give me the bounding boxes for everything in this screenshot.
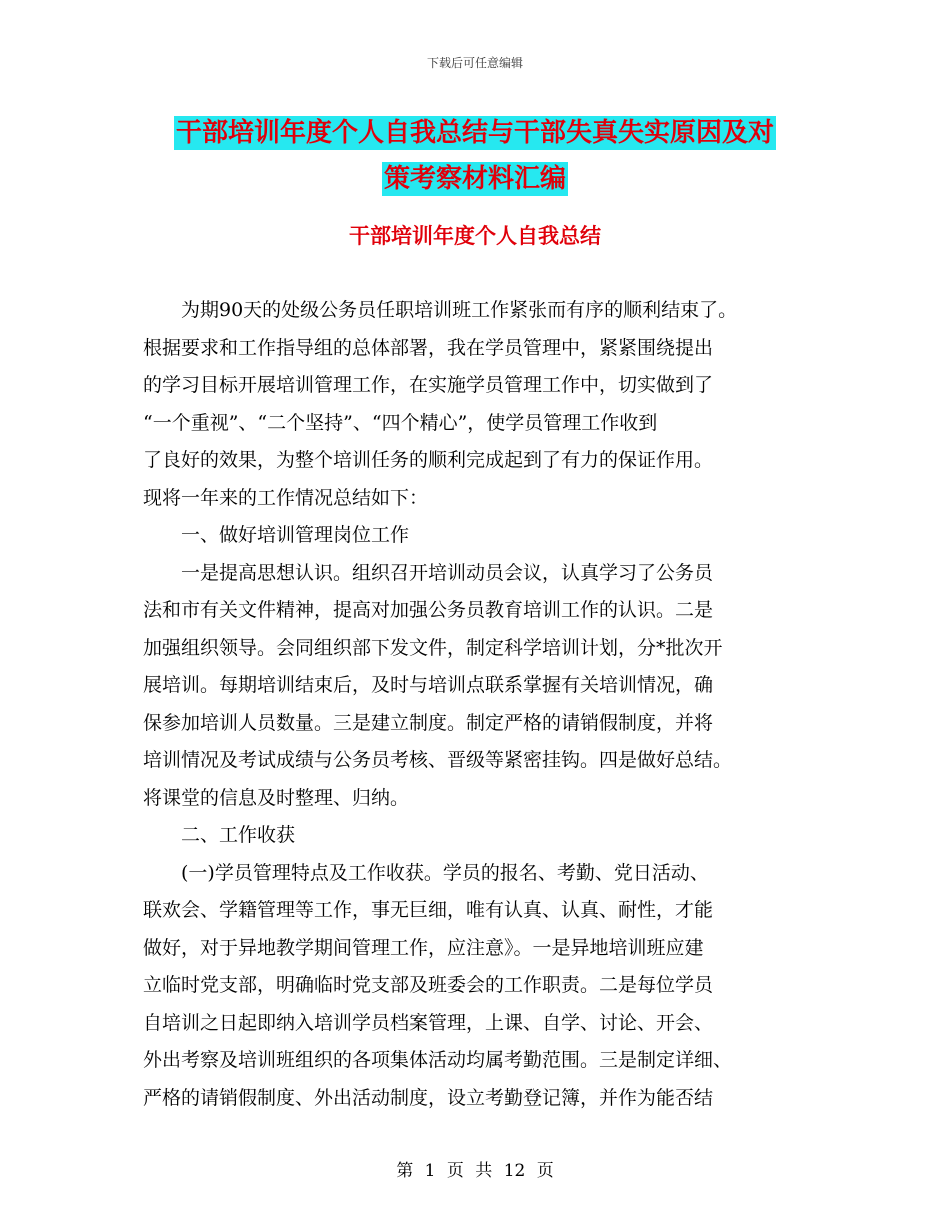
- text-line: 的学习目标开展培训管理工作，在实施学员管理工作中，切实做到了: [143, 374, 714, 396]
- text-line: 严格的请销假制度、外出活动制度，设立考勤登记簿，并作为能否结: [143, 1086, 714, 1109]
- text-line: 法和市有关文件精神，提高对加强公务员教育培训工作的认识。二是: [143, 599, 714, 621]
- text-line: 为期90天的处级公务员任职培训班工作紧张而有序的顺利结束了。: [143, 299, 738, 321]
- text-line: “一个重视”、“二个坚持”、“四个精心”，使学员管理工作收到: [143, 411, 658, 434]
- text-line: 一、做好培训管理岗位工作: [143, 524, 410, 546]
- page-footer: 第 1 页 共 12 页: [396, 1161, 554, 1181]
- text-line: 做好，对于异地教学期间管理工作，应注意》。一是异地培训班应建: [143, 936, 704, 959]
- text-line: 加强组织领导。会同组织部下发文件，制定科学培训计划，分*批次开: [143, 636, 723, 659]
- text-line: 了良好的效果，为整个培训任务的顺利完成起到了有力的保证作用。: [143, 449, 714, 471]
- text-line: 保参加培训人员数量。三是建立制度。制定严格的请销假制度，并将: [143, 711, 714, 734]
- text-line: 二、工作收获: [143, 824, 296, 846]
- header-note: 下载后可任意编辑: [426, 56, 523, 70]
- text-line: 根据要求和工作指导组的总体部署，我在学员管理中，紧紧围绕提出: [143, 336, 714, 359]
- text-line: 培训情况及考试成绩与公务员考核、晋级等紧密挂钩。四是做好总结。: [143, 749, 733, 771]
- body-text: [143, 292, 811, 1117]
- text-line: 一是提高思想认识。组织召开培训动员会议，认真学习了公务员: [143, 561, 714, 584]
- text-line: 外出考察及培训班组织的各项集体活动均属考勤范围。三是制定详细、: [143, 1049, 733, 1071]
- document-title-line-2: 策考察材料汇编: [383, 164, 566, 194]
- text-line: 现将一年来的工作情况总结如下：: [143, 486, 429, 509]
- document-title-line-1: 干部培训年度个人自我总结与干部失真失实原因及对: [175, 118, 774, 148]
- text-line: 联欢会、学籍管理等工作，事无巨细，唯有认真、认真、耐性，才能: [143, 899, 714, 921]
- text-line: 自培训之日起即纳入培训学员档案管理，上课、自学、讨论、开会、: [143, 1011, 714, 1034]
- section-title: 干部培训年度个人自我总结: [349, 223, 601, 248]
- document-title: [0, 110, 950, 202]
- text-line: 展培训。每期培训结束后，及时与培训点联系掌握有关培训情况，确: [143, 674, 714, 696]
- text-line: 将课堂的信息及时整理、归纳。: [143, 786, 410, 809]
- text-line: 立临时党支部，明确临时党支部及班委会的工作职责。二是每位学员: [143, 974, 714, 996]
- text-line: (一)学员管理特点及工作收获。学员的报名、考勤、党日活动、: [143, 861, 709, 884]
